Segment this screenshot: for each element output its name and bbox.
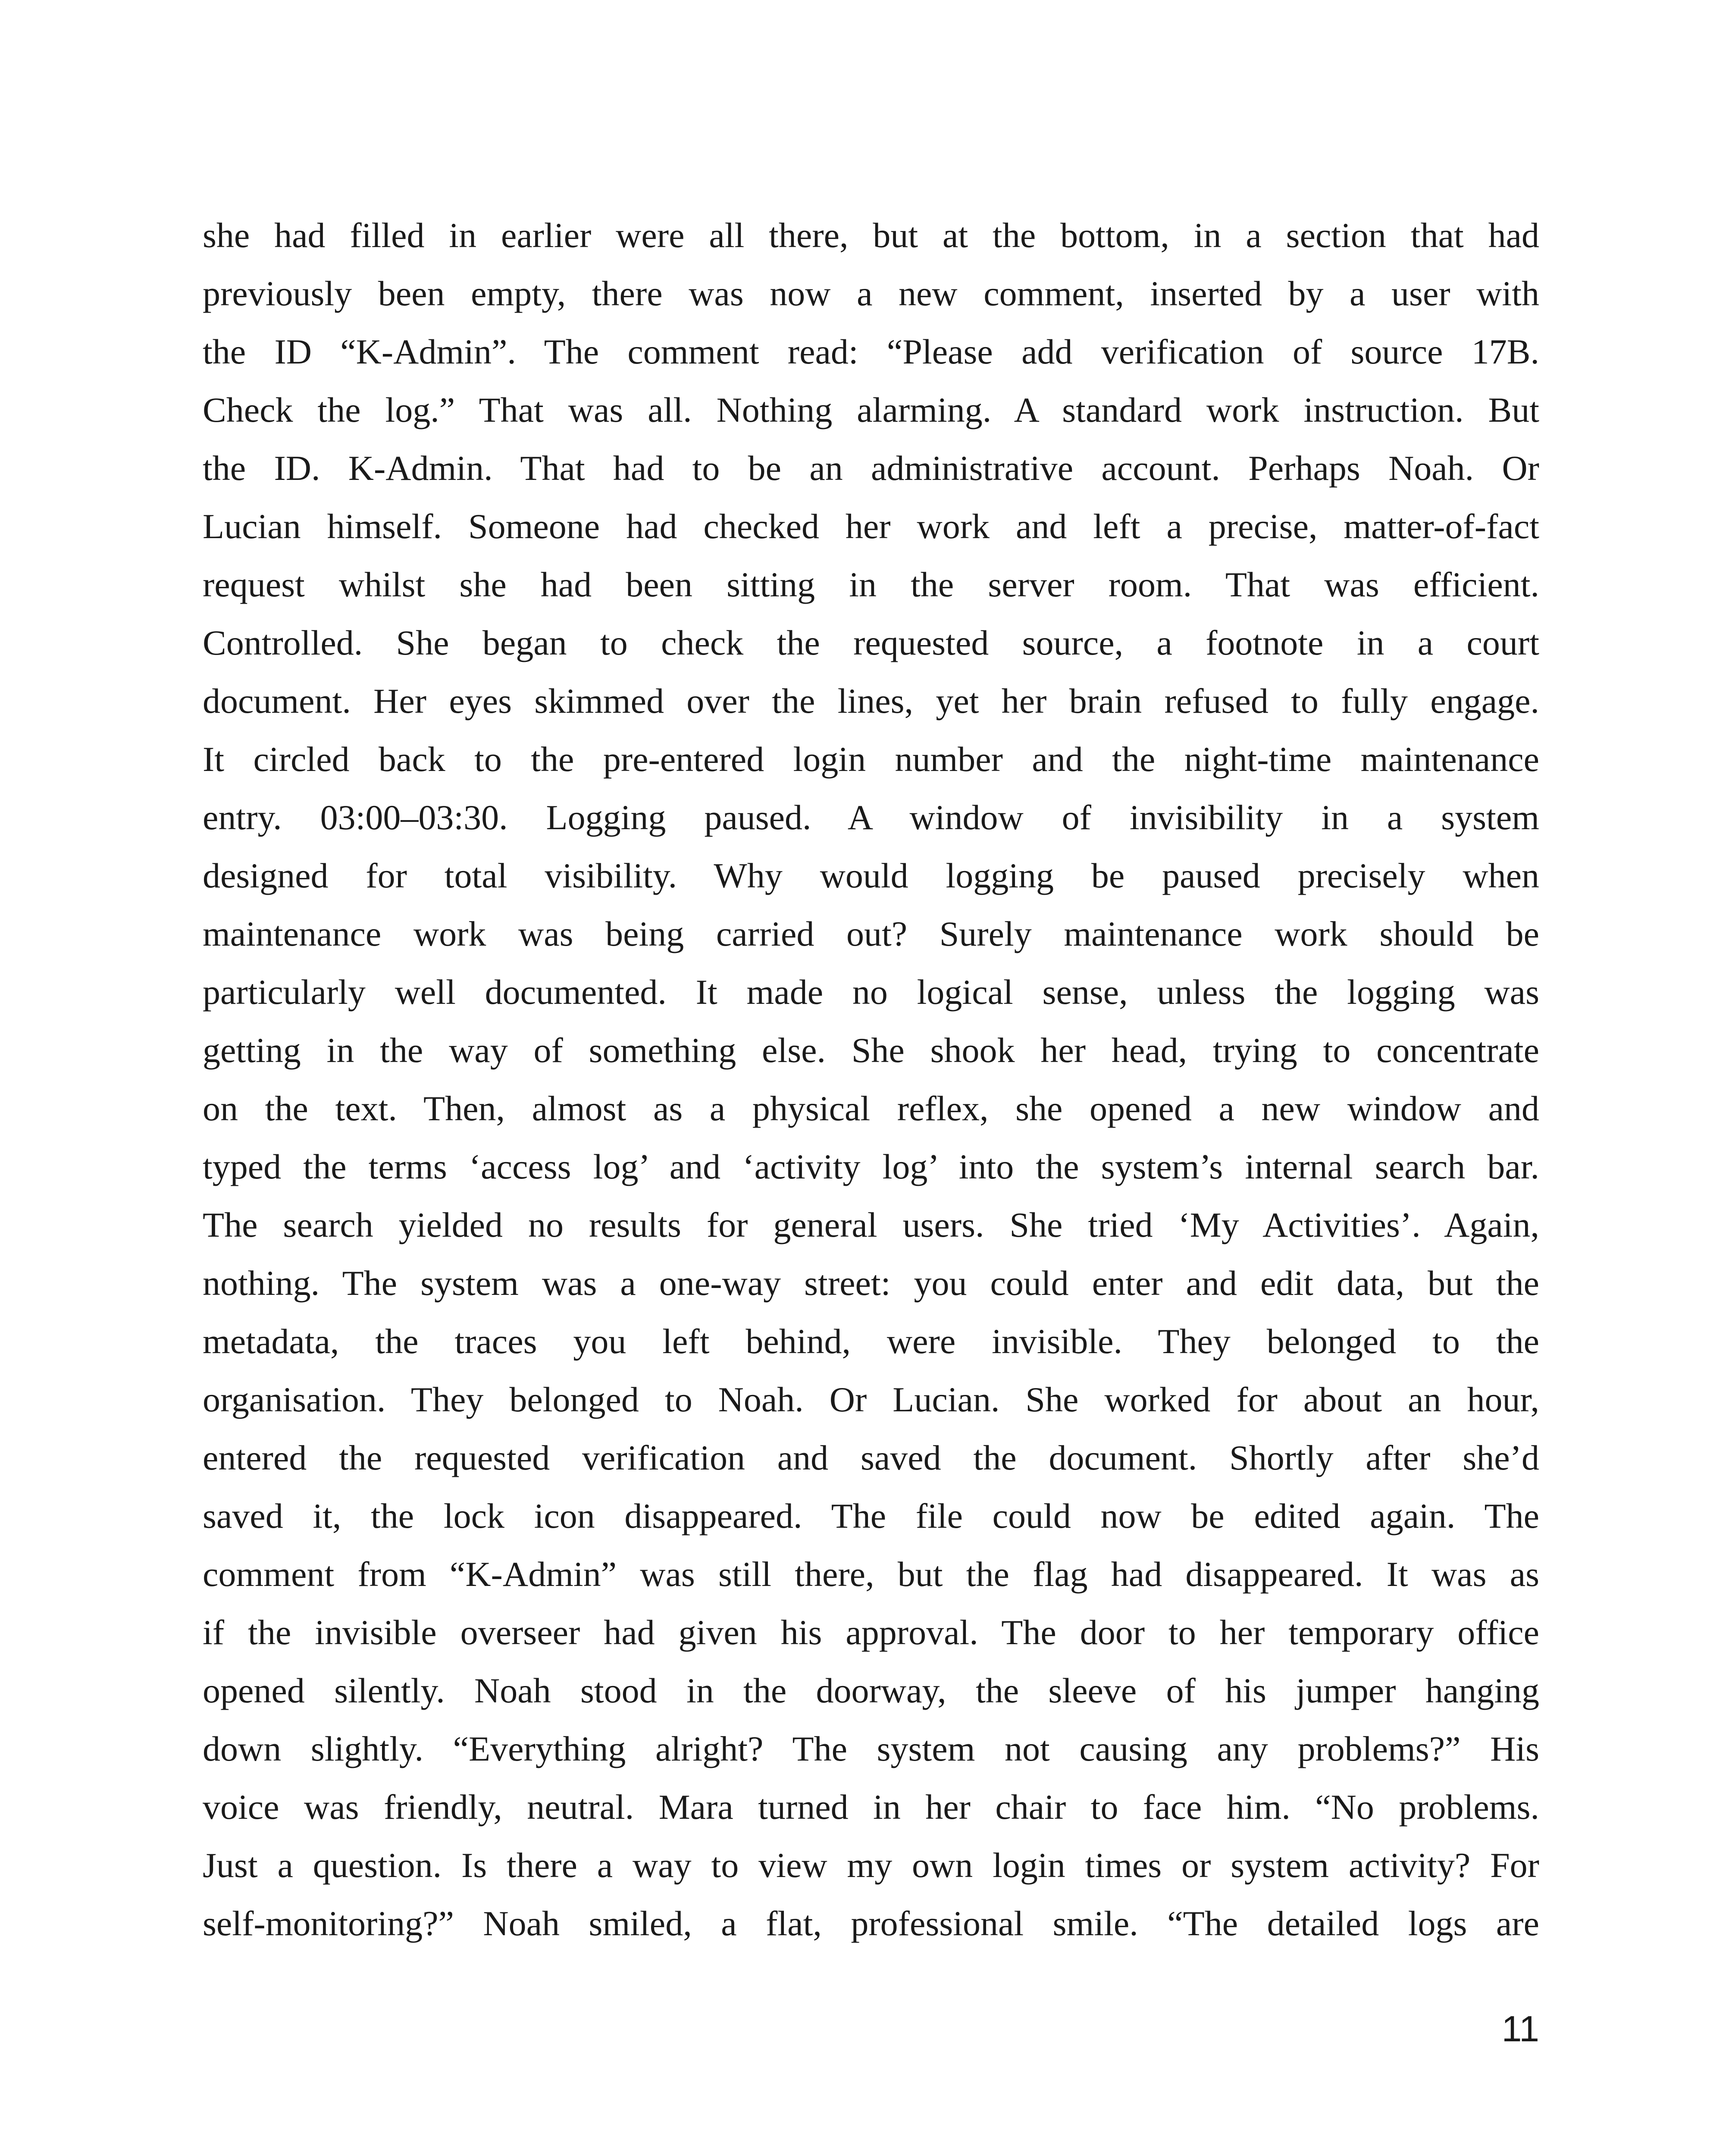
text-line: the ID. K-Admin. That had to be an administrative account. Perhaps Noah. Or <box>203 448 1539 488</box>
text-line: organisation. They belonged to Noah. Or Lucian. She worked for about an hour, <box>203 1380 1539 1419</box>
text-line: document. Her eyes skimmed over the lines, yet her brain refused to fully engage. <box>203 681 1539 721</box>
text-line: the ID “K-Admin”. The comment read: “Please add verification of source 17B. <box>203 332 1539 371</box>
text-line: Lucian himself. Someone had checked her work and left a precise, matter-of-fact <box>203 507 1539 546</box>
text-line: Check the log.” That was all. Nothing alarming. A standard work instruction. But <box>203 390 1539 429</box>
text-line: if the invisible overseer had given his approval. The door to her temporary office <box>203 1613 1539 1652</box>
text-line: self-monitoring?” Noah smiled, a flat, professional smile. “The detailed logs are <box>203 1904 1539 1943</box>
text-line: Just a question. Is there a way to view my own login times or system activity? For <box>203 1846 1539 1885</box>
text-line: she had filled in earlier were all there, but at the bottom, in a section that had <box>203 216 1539 255</box>
text-line: nothing. The system was a one-way street: you could enter and edit data, but the <box>203 1263 1539 1303</box>
text-line: previously been empty, there was now a new comment, inserted by a user with <box>203 274 1539 313</box>
text-line: opened silently. Noah stood in the doorway, the sleeve of his jumper hanging <box>203 1671 1539 1710</box>
text-line: The search yielded no results for general users. She tried ‘My Activities’. Again, <box>203 1205 1539 1244</box>
text-line: Controlled. She began to check the requested source, a footnote in a court <box>203 623 1539 662</box>
text-line: on the text. Then, almost as a physical reflex, she opened a new window and <box>203 1089 1539 1128</box>
text-line: metadata, the traces you left behind, were invisible. They belonged to the <box>203 1322 1539 1361</box>
text-line: comment from “K-Admin” was still there, but the flag had disappeared. It was as <box>203 1554 1539 1594</box>
text-line: getting in the way of something else. She shook her head, trying to concentrate <box>203 1031 1539 1070</box>
text-line: maintenance work was being carried out? Surely maintenance work should be <box>203 914 1539 953</box>
text-line: It circled back to the pre-entered login number and the night-time maintenance <box>203 740 1539 779</box>
text-line: request whilst she had been sitting in the server room. That was efficient. <box>203 565 1539 604</box>
page-number: 11 <box>1501 2009 1539 2049</box>
body-text <box>203 206 1539 1952</box>
text-line: designed for total visibility. Why would logging be paused precisely when <box>203 856 1539 895</box>
text-line: particularly well documented. It made no logical sense, unless the logging was <box>203 972 1539 1012</box>
text-line: typed the terms ‘access log’ and ‘activity log’ into the system’s internal search bar. <box>203 1147 1539 1186</box>
text-line: saved it, the lock icon disappeared. The file could now be edited again. The <box>203 1496 1539 1536</box>
text-line: entered the requested verification and saved the document. Shortly after she’d <box>203 1438 1539 1477</box>
text-line: voice was friendly, neutral. Mara turned in her chair to face him. “No problems. <box>203 1787 1539 1827</box>
text-line: down slightly. “Everything alright? The system not causing any problems?” His <box>203 1729 1539 1768</box>
text-line: entry. 03:00–03:30. Logging paused. A window of invisibility in a system <box>203 798 1539 837</box>
